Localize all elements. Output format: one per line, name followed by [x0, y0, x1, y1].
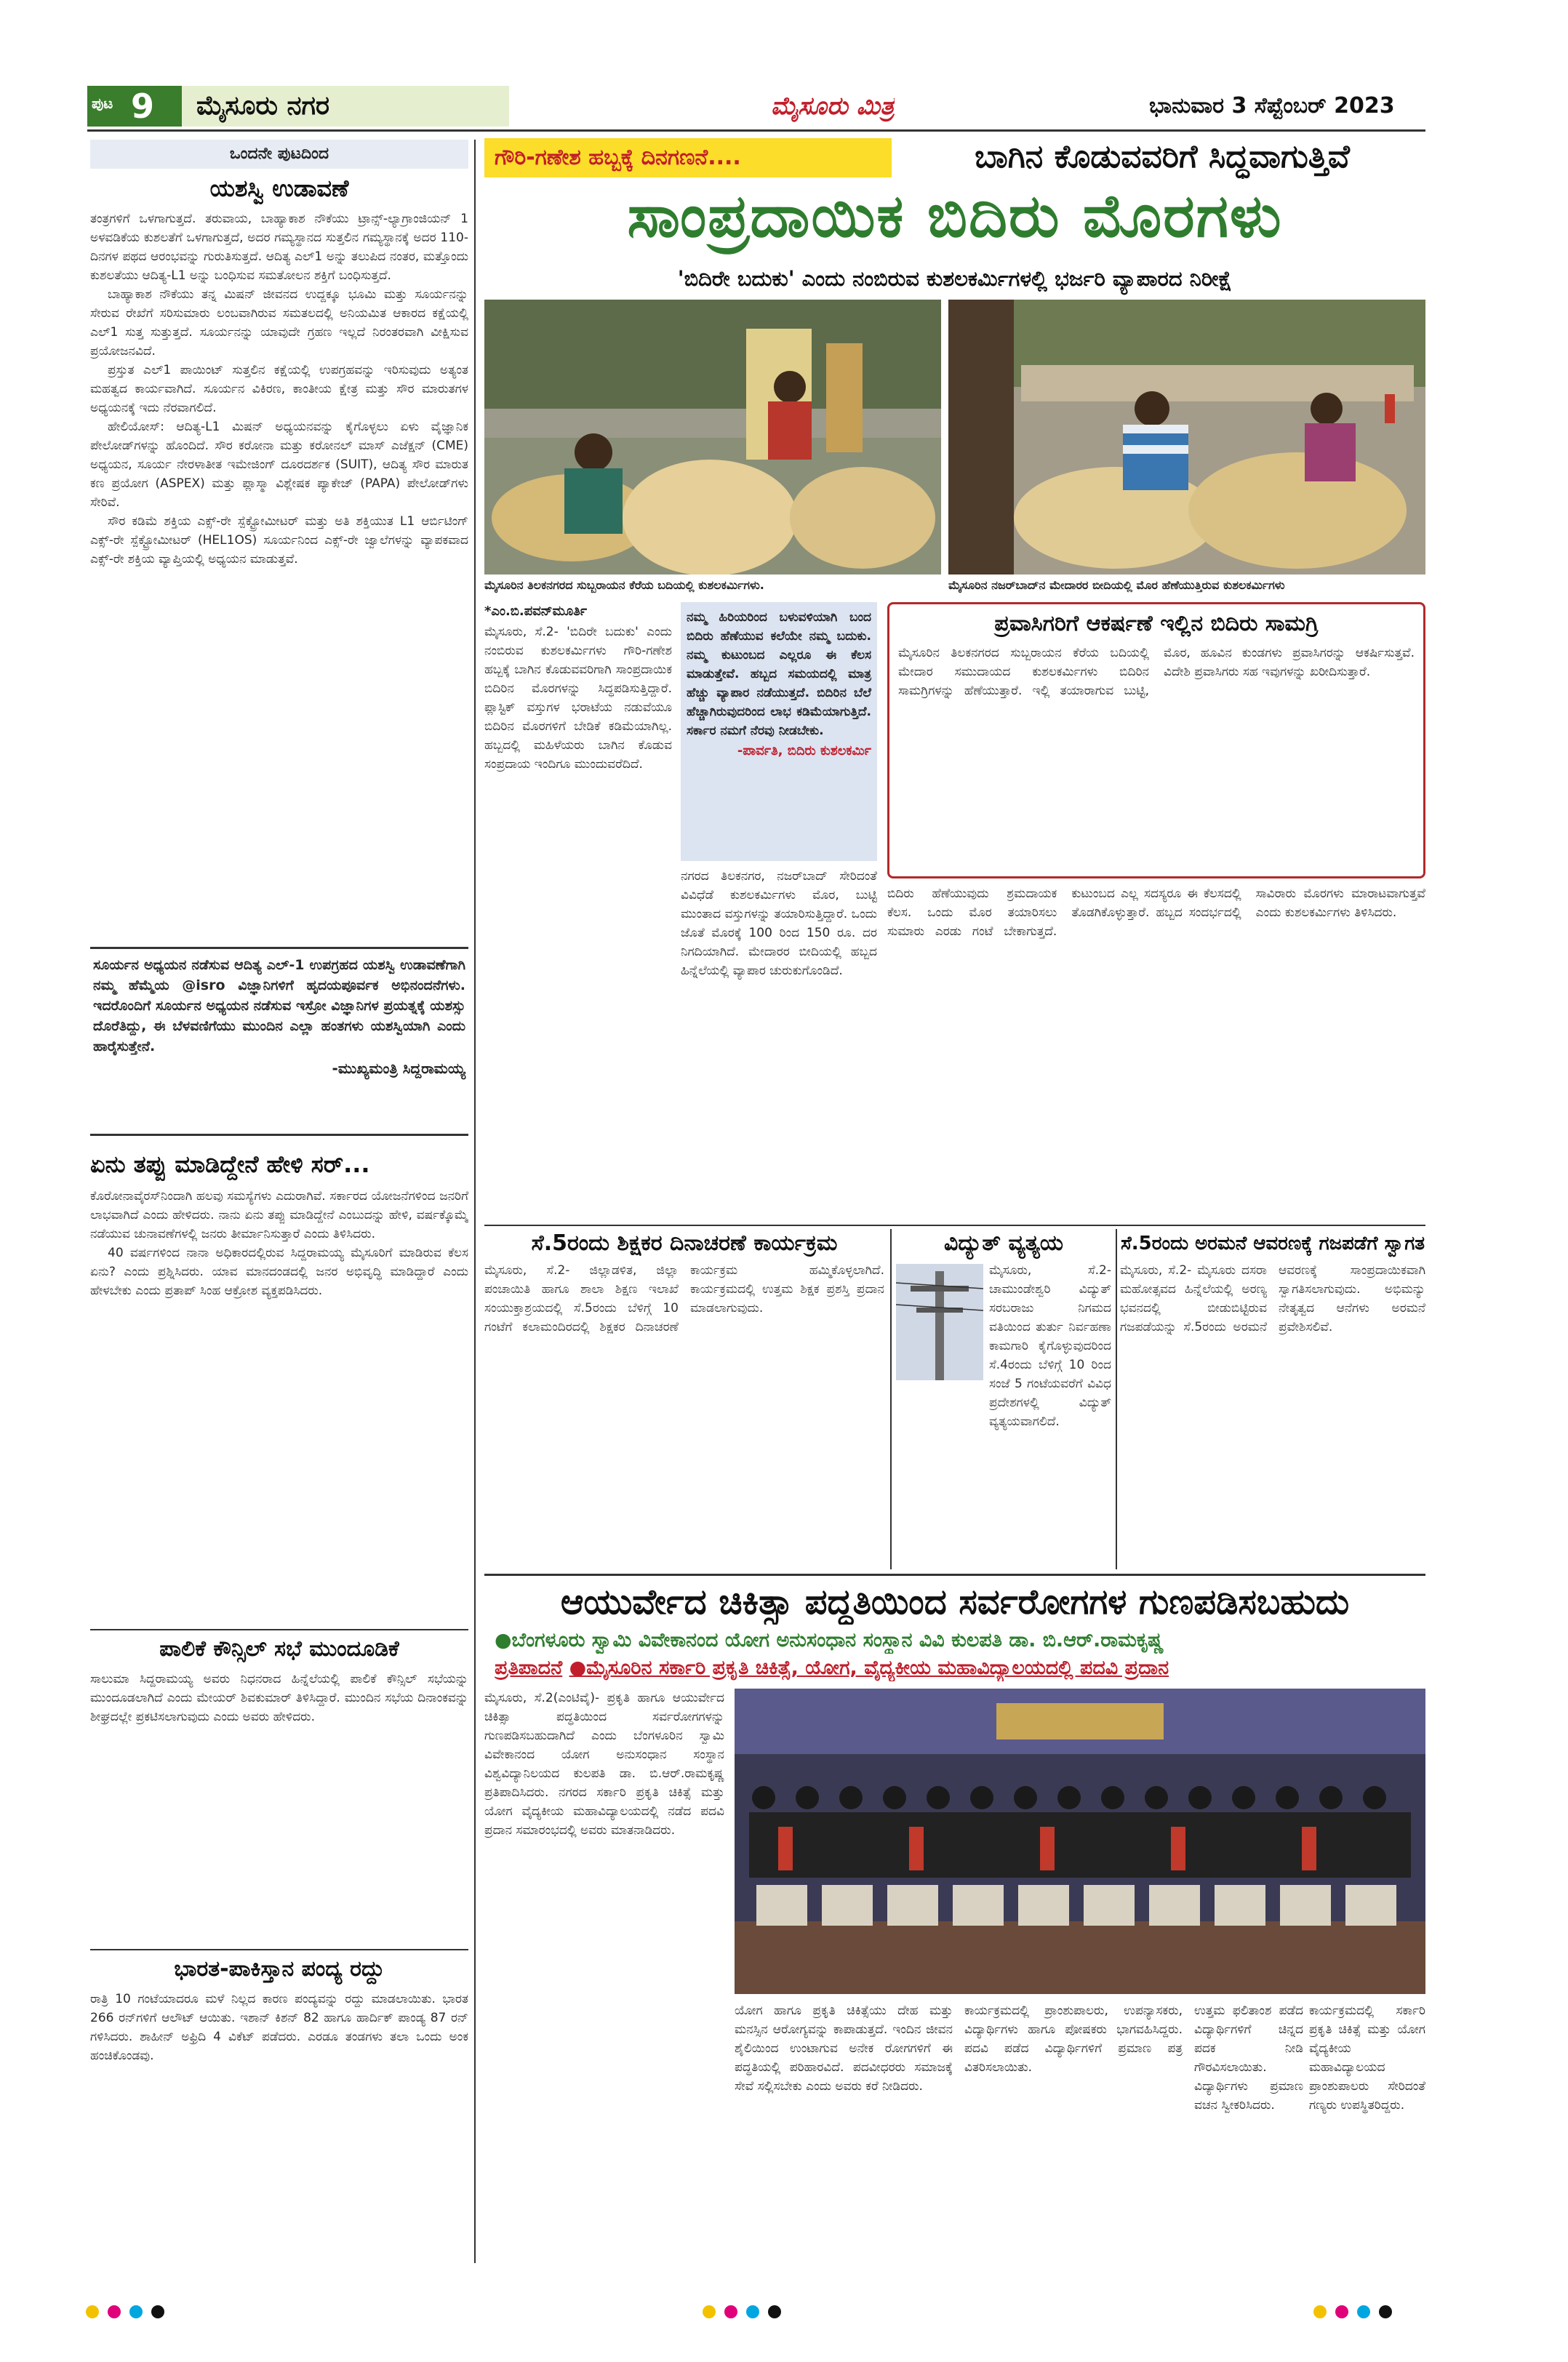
- ayurveda-sub-2: [495, 1655, 1425, 1681]
- article-question-title: ಏನು ತಪ್ಪು ಮಾಡಿದ್ದೇನೆ ಹೇಳಿ ಸರ್...: [90, 1150, 370, 1178]
- cm-quote-author: -ಮುಖ್ಯಮಂತ್ರಿ ಸಿದ್ದರಾಮಯ್ಯ: [332, 1060, 465, 1077]
- article-cricket-title: ಭಾರತ-ಪಾಕಿಸ್ತಾನ ಪಂದ್ಯ ರದ್ದು: [174, 1956, 385, 1982]
- left-column-divider: [474, 140, 476, 2263]
- page-number: 9: [131, 87, 155, 126]
- bamboo-photo-left: [484, 300, 941, 575]
- power-cut-text: ಮೈಸೂರು, ಸೆ.2- ಚಾಮುಂಡೇಶ್ವರಿ ವಿದ್ಯುತ್ ಸರಬರಾಜು ನಿಗಮದ ವತಿಯಿಂದ ತುರ್ತು ನಿರ್ವಹಣಾ ಕಾಮಗಾರಿ ಕೈಗೊಳ್ಳುವುದರಿಂದ ಸೆ.4ರಂದು ಬೆಳಿಗ್ಗೆ 10 ರಿಂದ ಸಂಜೆ 5 ಗಂಟೆಯವರೆಗೆ ವಿವಿಧ ಪ್ರದೇಶಗಳಲ್ಲಿ ವಿದ್ಯುತ್ ವ್ಯತ್ಯಯವಾಗಲಿದೆ.: [989, 1263, 1111, 1429]
- teachers-day-section: [484, 1229, 884, 1569]
- header-bar: [87, 86, 1425, 127]
- elephant-welcome-text: ಮೈಸೂರು, ಸೆ.2- ಮೈಸೂರು ದಸರಾ ಮಹೋತ್ಸವದ ಹಿನ್ನೆಲೆಯಲ್ಲಿ ಅರಣ್ಯ ಭವನದಲ್ಲಿ ಬೀಡುಬಿಟ್ಟಿರುವ ಗಜಪಡೆಯನ್ನು ಸೆ.5ರಂದು ಅರಮನೆ ಆವರಣಕ್ಕೆ ಸಾಂಪ್ರದಾಯಿಕವಾಗಿ ಸ್ವಾಗತಿಸಲಾಗುವುದು. ಅಭಿಮನ್ಯು ನೇತೃತ್ವದ ಆನೆಗಳು ಅರಮನೆ ಪ್ರವೇಶಿಸಲಿವೆ.: [1120, 1263, 1425, 1334]
- bamboo-photo-right: [948, 300, 1425, 575]
- article-cricket-body: ರಾತ್ರಿ 10 ಗಂಟೆಯಾದರೂ ಮಳೆ ನಿಲ್ಲದ ಕಾರಣ ಪಂದ್ಯವನ್ನು ರದ್ದು ಮಾಡಲಾಯಿತು. ಭಾರತ 266 ರನ್‌ಗಳಿಗೆ ಆಲೌಟ್ ಆಯಿತು. ಇಶಾನ್ ಕಿಶನ್ 82 ಹಾಗೂ ಹಾರ್ದಿಕ್ ಪಾಂಡ್ಯ 87 ರನ್ ಗಳಿಸಿದರು. ಶಾಹೀನ್ ಅಫ್ರಿದಿ 4 ವಿಕೆಟ್ ಪಡೆದರು. ಎರಡೂ ತಂಡಗಳು ತಲಾ ಒಂದು ಅಂಕ ಹಂಚಿಕೊಂಡವು.: [90, 1992, 468, 2063]
- left-divider-2: [90, 1949, 468, 1950]
- ayurveda-headline: ಆಯುರ್ವೇದ ಚಿಕಿತ್ಸಾ ಪದ್ಧತಿಯಿಂದ ಸರ್ವರೋಗಗಳ ಗುಣಪಡಿಸಬಹುದು: [560, 1582, 1350, 1622]
- left-divider-1: [90, 1629, 468, 1630]
- tourist-box: [887, 602, 1425, 878]
- bamboo-kicker-box: [484, 138, 892, 177]
- artisan-quote-text: ನಮ್ಮ ಹಿರಿಯರಿಂದ ಬಳುವಳಿಯಾಗಿ ಬಂದ ಬಿದಿರು ಹೆಣೆಯುವ ಕಲೆಯೇ ನಮ್ಮ ಬದುಕು. ನಮ್ಮ ಕುಟುಂಬದ ಎಲ್ಲರೂ ಈ ಕೆಲಸ ಮಾಡುತ್ತೇವೆ. ಹಬ್ಬದ ಸಮಯದಲ್ಲಿ ಮಾತ್ರ ಹೆಚ್ಚು ವ್ಯಾಪಾರ ನಡೆಯುತ್ತದೆ. ಬಿದಿರಿನ ಬೆಲೆ ಹೆಚ್ಚಾಗಿರುವುದರಿಂದ ಲಾಭ ಕಡಿಮೆಯಾಗುತ್ತಿದೆ. ಸರ್ಕಾರ ನಮಗೆ ನೆರವು ನೀಡಬೇಕು.: [687, 610, 871, 738]
- page-prefix: ಪುಟ: [92, 95, 113, 112]
- electric-pole-icon: [896, 1264, 983, 1380]
- bamboo-subhead: ಬಾಗಿನ ಕೊಡುವವರಿಗೆ ಸಿದ್ಧವಾಗುತ್ತಿವೆ: [975, 138, 1350, 175]
- isro-para-3: ಪ್ರಸ್ತುತ ಎಲ್1 ಪಾಯಿಂಟ್ ಸುತ್ತಲಿನ ಕಕ್ಷೆಯಲ್ಲಿ ಉಪಗ್ರಹವನ್ನು ಇರಿಸುವುದು ಅತ್ಯಂತ ಮಹತ್ವದ ಕಾರ್ಯವಾಗಿದೆ. ಸೂರ್ಯನ ವಿಕಿರಣ, ಕಾಂತೀಯ ಕ್ಷೇತ್ರ ಮತ್ತು ಸೌರ ಮಾರುತಗಳ ಅಧ್ಯಯನಕ್ಕೆ ಇದು ನೆರವಾಗಲಿದೆ.: [90, 363, 468, 415]
- print-registration-dots-right: [1309, 2305, 1455, 2327]
- bamboo-caption-right: ಮೈಸೂರಿನ ನಜರ್‌ಬಾದ್‌ನ ಮೇದಾರರ ಬೀದಿಯಲ್ಲಿ ಮೊರ ಹೆಣೆಯುತ್ತಿರುವ ಕುಶಲಕರ್ಮಿಗಳು: [948, 578, 1285, 592]
- left-column: [90, 140, 468, 2263]
- ayurveda-col3: ಕಾರ್ಯಕ್ರಮದಲ್ಲಿ ಪ್ರಾಂಶುಪಾಲರು, ಉಪನ್ಯಾಸಕರು, ವಿದ್ಯಾರ್ಥಿಗಳು ಹಾಗೂ ಪೋಷಕರು ಭಾಗವಹಿಸಿದ್ದರು. ಪದವಿ ಪಡೆದ ವಿದ್ಯಾರ್ಥಿಗಳಿಗೆ ಪ್ರಮಾಣ ಪತ್ರ ವಿತರಿಸಲಾಯಿತು.: [964, 2003, 1183, 2075]
- article-council-body: ಸಾಲುಮಾ ಸಿದ್ದರಾಮಯ್ಯ ಅವರು ನಿಧನರಾದ ಹಿನ್ನೆಲೆಯಲ್ಲಿ ಪಾಲಿಕೆ ಕೌನ್ಸಿಲ್ ಸಭೆಯನ್ನು ಮುಂದೂಡಲಾಗಿದೆ ಎಂದು ಮೇಯರ್ ಶಿವಕುಮಾರ್ ತಿಳಿಸಿದ್ದಾರೆ. ಮುಂದಿನ ಸಭೆಯ ದಿನಾಂಕವನ್ನು ಶೀಘ್ರದಲ್ಲೇ ಪ್ರಕಟಿಸಲಾಗುವುದು ಎಂದು ಅವರು ಹೇಳಿದರು.: [90, 1672, 468, 1724]
- bamboo-body-col2: ನಗರದ ತಿಲಕನಗರ, ನಜರ್‌ಬಾದ್ ಸೇರಿದಂತೆ ವಿವಿಧೆಡೆ ಕುಶಲಕರ್ಮಿಗಳು ಮೊರ, ಬುಟ್ಟಿ ಮುಂತಾದ ವಸ್ತುಗಳನ್ನು ತಯಾರಿಸುತ್ತಿದ್ದಾರೆ. ಒಂದು ಜೊತೆ ಮೊರಕ್ಕೆ 100 ರಿಂದ 150 ರೂ. ದರ ನಿಗದಿಯಾಗಿದೆ. ಮೇದಾರರ ಬೀದಿಯಲ್ಲಿ ಹಬ್ಬದ ಹಿನ್ನೆಲೆಯಲ್ಲಿ ವ್ಯಾಪಾರ ಚುರುಕುಗೊಂಡಿದೆ.: [681, 869, 877, 978]
- tourist-box-text: ಮೈಸೂರಿನ ತಿಲಕನಗರದ ಸುಬ್ಬರಾಯನ ಕೆರೆಯ ಬದಿಯಲ್ಲಿ ಮೇದಾರ ಸಮುದಾಯದ ಕುಶಲಕರ್ಮಿಗಳು ಬಿದಿರಿನ ಸಾಮಗ್ರಿಗಳನ್ನು ಹೆಣೆಯುತ್ತಾರೆ. ಇಲ್ಲಿ ತಯಾರಾಗುವ ಬುಟ್ಟಿ, ಮೊರ, ಹೂವಿನ ಕುಂಡಗಳು ಪ್ರವಾಸಿಗರನ್ನು ಆಕರ್ಷಿಸುತ್ತವೆ. ವಿದೇಶಿ ಪ್ರವಾಸಿಗರು ಸಹ ಇವುಗಳನ್ನು ಖರೀದಿಸುತ್ತಾರೆ.: [898, 646, 1415, 698]
- masthead-logo: ಮೈಸೂರು ಮಿತ್ರ: [771, 92, 895, 121]
- bamboo-deck: 'ಬಿದಿರೇ ಬದುಕು' ಎಂದು ನಂಬಿರುವ ಕುಶಲಕರ್ಮಿಗಳಲ್ಲಿ ಭರ್ಜರಿ ವ್ಯಾಪಾರದ ನಿರೀಕ್ಷೆ: [677, 266, 1233, 291]
- isro-para-1: ತಂತ್ರಗಳಿಗೆ ಒಳಗಾಗುತ್ತದೆ. ತರುವಾಯ, ಬಾಹ್ಯಾಕಾಶ ನೌಕೆಯು ಟ್ರಾನ್ಸ್-ಲ್ಯಾಗ್ರಾಂಜಿಯನ್ 1 ಅಳವಡಿಕೆಯ ಕುಶಲತೆಗೆ ಒಳಗಾಗುತ್ತದೆ, ಅದರ ಗಮ್ಯಸ್ಥಾನದ ಸುತ್ತಲಿನ ಗಮ್ಯಸ್ಥಾನಕ್ಕೆ ಅದರ 110-ದಿನಗಳ ಪಥದ ಆರಂಭವನ್ನು ಗುರುತಿಸುತ್ತದೆ. ಆದಿತ್ಯ ಎಲ್1 ಅನ್ನು ತಲುಪಿದ ನಂತರ, ಮತ್ತೊಂದು ಕುಶಲತೆಯು ಆದಿತ್ಯ-L1 ಅನ್ನು ಬಂಧಿಸುವ ಸಮತೋಲನ ಶಕ್ತಿಗೆ ಬಂಧಿಸುತ್ತದೆ.: [90, 212, 468, 283]
- bamboo-kicker: ಗೌರಿ-ಗಣೇಶ ಹಬ್ಬಕ್ಕೆ ದಿನಗಣನೆ....: [495, 145, 741, 170]
- teachers-day-text: ಮೈಸೂರು, ಸೆ.2- ಜಿಲ್ಲಾಡಳಿತ, ಜಿಲ್ಲಾ ಪಂಚಾಯಿತಿ ಹಾಗೂ ಶಾಲಾ ಶಿಕ್ಷಣ ಇಲಾಖೆ ಸಂಯುಕ್ತಾಶ್ರಯದಲ್ಲಿ ಸೆ.5ರಂದು ಬೆಳಿಗ್ಗೆ 10 ಗಂಟೆಗೆ ಕಲಾಮಂದಿರದಲ್ಲಿ ಶಿಕ್ಷಕರ ದಿನಾಚರಣೆ ಕಾರ್ಯಕ್ರಮ ಹಮ್ಮಿಕೊಳ್ಳಲಾಗಿದೆ. ಕಾರ್ಯಕ್ರಮದಲ್ಲಿ ಉತ್ತಮ ಶಿಕ್ಷಕ ಪ್ರಶಸ್ತಿ ಪ್ರದಾನ ಮಾಡಲಾಗುವುದು.: [484, 1263, 884, 1334]
- article-isro-title: ಯಶಸ್ವಿ ಉಡಾವಣೆ: [209, 175, 349, 202]
- ayurveda-col1: ಮೈಸೂರು, ಸೆ.2(ಎಂಟಿವೈ)- ಪ್ರಕೃತಿ ಹಾಗೂ ಆಯುರ್ವೇದ ಚಿಕಿತ್ಸಾ ಪದ್ಧತಿಯಿಂದ ಸರ್ವರೋಗಗಳನ್ನು ಗುಣಪಡಿಸಬಹುದಾಗಿದೆ ಎಂದು ಬೆಂಗಳೂರಿನ ಸ್ವಾಮಿ ವಿವೇಕಾನಂದ ಯೋಗ ಅನುಸಂಧಾನ ಸಂಸ್ಥಾನ ವಿಶ್ವವಿದ್ಯಾನಿಲಯದ ಕುಲಪತಿ ಡಾ. ಬಿ.ಆರ್.ರಾಮಕೃಷ್ಣ ಪ್ರತಿಪಾದಿಸಿದರು. ನಗರದ ಸರ್ಕಾರಿ ಪ್ರಕೃತಿ ಚಿಕಿತ್ಸೆ ಮತ್ತು ಯೋಗ ವೈದ್ಯಕೀಯ ಮಹಾವಿದ್ಯಾಲಯದಲ್ಲಿ ನಡೆದ ಪದವಿ ಪ್ರದಾನ ಸಮಾರಂಭದಲ್ಲಿ ಅವರು ಮಾತನಾಡಿದರು.: [484, 1691, 724, 1838]
- tourist-box-title: ಪ್ರವಾಸಿಗರಿಗೆ ಆಕರ್ಷಣೆ ಇಲ್ಲಿನ ಬಿದಿರು ಸಾಮಗ್ರಿ: [994, 611, 1319, 636]
- article-council-title: ಪಾಲಿಕೆ ಕೌನ್ಸಿಲ್ ಸಭೆ ಮುಂದೂಡಿಕೆ: [159, 1636, 399, 1662]
- cm-quote-text: ಸೂರ್ಯನ ಅಧ್ಯಯನ ನಡೆಸುವ ಆದಿತ್ಯ ಎಲ್-1 ಉಪಗ್ರಹದ ಯಶಸ್ವಿ ಉಡಾವಣೆಗಾಗಿ ನಮ್ಮ ಹೆಮ್ಮೆಯ @isro ವಿಜ್ಞಾನಿಗಳಿಗೆ ಹೃದಯಪೂರ್ವಕ ಅಭಿನಂದನೆಗಳು. ಇದರೊಂದಿಗೆ ಸೂರ್ಯನ ಅಧ್ಯಯನ ನಡೆಸುವ ಇಸ್ರೋ ವಿಜ್ಞಾನಿಗಳ ಪ್ರಯತ್ನಕ್ಕೆ ಯಶಸ್ಸು ದೊರೆತಿದ್ದು, ಈ ಬೆಳವಣಿಗೆಯು ಮುಂದಿನ ಎಲ್ಲಾ ಹಂತಗಳು ಯಶಸ್ವಿಯಾಗಿ ಎಂದು ಹಾರೈಸುತ್ತೇನೆ.: [93, 957, 465, 1054]
- isro-para-5: ಸೌರ ಕಡಿಮೆ ಶಕ್ತಿಯ ಎಕ್ಸ್-ರೇ ಸ್ಪೆಕ್ಟ್ರೋಮೀಟರ್ ಮತ್ತು ಅತಿ ಶಕ್ತಿಯುತ L1 ಆರ್ಬಿಟಿಂಗ್ ಎಕ್ಸ್-ರೇ ಸ್ಪೆಕ್ಟ್ರೋಮೀಟರ್ (HEL1OS) ಸೂರ್ಯನಿಂದ ಎಕ್ಸ್-ರೇ ಜ್ವಾಲೆಗಳನ್ನು ವ್ಯಾಪಕವಾದ ಎಕ್ಸ್-ರೇ ಶಕ್ತಿಯ ವ್ಯಾಪ್ತಿಯಲ್ಲಿ ಅಧ್ಯಯನ ಮಾಡುತ್ತವೆ.: [90, 514, 468, 567]
- bamboo-caption-left: ಮೈಸೂರಿನ ತಿಲಕನಗರದ ಸುಬ್ಬರಾಯನ ಕೆರೆಯ ಬದಿಯಲ್ಲಿ ಕುಶಲಕರ್ಮಿಗಳು.: [484, 578, 764, 592]
- mid-col-divider-1: [890, 1229, 892, 1569]
- elephant-welcome-section: [1120, 1229, 1425, 1569]
- bamboo-body-col3: ಬಿದಿರು ಹೆಣೆಯುವುದು ಶ್ರಮದಾಯಕ ಕೆಲಸ. ಒಂದು ಮೊರ ತಯಾರಿಸಲು ಸುಮಾರು ಎರಡು ಗಂಟೆ ಬೇಕಾಗುತ್ತದೆ. ಕುಟುಂಬದ ಎಲ್ಲ ಸದಸ್ಯರೂ ಈ ಕೆಲಸದಲ್ಲಿ ತೊಡಗಿಕೊಳ್ಳುತ್ತಾರೆ. ಹಬ್ಬದ ಸಂದರ್ಭದಲ್ಲಿ ಸಾವಿರಾರು ಮೊರಗಳು ಮಾರಾಟವಾಗುತ್ತವೆ ಎಂದು ಕುಶಲಕರ್ಮಿಗಳು ತಿಳಿಸಿದರು.: [887, 886, 1425, 939]
- bamboo-headline: ಸಾಂಪ್ರದಾಯಿಕ ಬಿದಿರು ಮೊರಗಳು: [627, 182, 1283, 251]
- issue-date: ಭಾನುವಾರ 3 ಸೆಪ್ಟೆಂಬರ್ 2023: [1149, 93, 1395, 119]
- bamboo-body-col1: ಮೈಸೂರು, ಸೆ.2- 'ಬಿದಿರೇ ಬದುಕು' ಎಂದು ನಂಬಿರುವ ಕುಶಲಕರ್ಮಿಗಳು ಗೌರಿ-ಗಣೇಶ ಹಬ್ಬಕ್ಕೆ ಬಾಗಿನ ಕೊಡುವವರಿಗಾಗಿ ಸಾಂಪ್ರದಾಯಿಕ ಬಿದಿರಿನ ಮೊರಗಳನ್ನು ಸಿದ್ಧಪಡಿಸುತ್ತಿದ್ದಾರೆ. ಪ್ಲಾಸ್ಟಿಕ್ ವಸ್ತುಗಳ ಭರಾಟೆಯ ನಡುವೆಯೂ ಬಿದಿರಿನ ಮೊರಗಳಿಗೆ ಬೇಡಿಕೆ ಕಡಿಮೆಯಾಗಿಲ್ಲ. ಹಬ್ಬದಲ್ಲಿ ಮಹಿಳೆಯರು ಬಾಗಿನ ಕೊಡುವ ಸಂಪ್ರದಾಯ ಇಂದಿಗೂ ಮುಂದುವರೆದಿದೆ.: [484, 625, 672, 772]
- ayurveda-col5: ಕಾರ್ಯಕ್ರಮದಲ್ಲಿ ಸರ್ಕಾರಿ ಪ್ರಕೃತಿ ಚಿಕಿತ್ಸೆ ಮತ್ತು ಯೋಗ ವೈದ್ಯಕೀಯ ಮಹಾವಿದ್ಯಾಲಯದ ಪ್ರಾಂಶುಪಾಲರು ಸೇರಿದಂತೆ ಗಣ್ಯರು ಉಪಸ್ಥಿತರಿದ್ದರು.: [1309, 2003, 1425, 2113]
- isro-para-4: ಹೇಲಿಯೋಸ್: ಆದಿತ್ಯ-L1 ಮಿಷನ್ ಅಧ್ಯಯನವನ್ನು ಕೈಗೊಳ್ಳಲು ಏಳು ವೈಜ್ಞಾನಿಕ ಪೇಲೋಡ್‌ಗಳನ್ನು ಹೊಂದಿದೆ. ಸೌರ ಕರೋನಾ ಮತ್ತು ಕರೋನಲ್ ಮಾಸ್ ಎಜೆಕ್ಷನ್ (CME) ಅಧ್ಯಯನ, ಸೂರ್ಯ ನೇರಳಾತೀತ ಇಮೇಜಿಂಗ್ ದೂರದರ್ಶಕ (SUIT), ಆದಿತ್ಯ ಸೌರ ಮಾರುತ ಕಣ ಪ್ರಯೋಗ (ASPEX) ಮತ್ತು ಪ್ಲಾಸ್ಮಾ ವಿಶ್ಲೇಷಕ ಪ್ಯಾಕೇಜ್ (PAPA) ಪೇಲೋಡ್‌ಗಳು ಸೇರಿವೆ.: [90, 420, 468, 510]
- ayurveda-col2: ಯೋಗ ಹಾಗೂ ಪ್ರಕೃತಿ ಚಿಕಿತ್ಸೆಯು ದೇಹ ಮತ್ತು ಮನಸ್ಸಿನ ಆರೋಗ್ಯವನ್ನು ಕಾಪಾಡುತ್ತದೆ. ಇಂದಿನ ಜೀವನ ಶೈಲಿಯಿಂದ ಉಂಟಾಗುವ ಅನೇಕ ರೋಗಗಳಿಗೆ ಈ ಪದ್ಧತಿಯಲ್ಲಿ ಪರಿಹಾರವಿದೆ. ಪದವೀಧರರು ಸಮಾಜಕ್ಕೆ ಸೇವೆ ಸಲ್ಲಿಸಬೇಕು ಎಂದು ಅವರು ಕರೆ ನೀಡಿದರು.: [735, 2003, 953, 2094]
- teachers-day-title: ಸೆ.5ರಂದು ಶಿಕ್ಷಕರ ದಿನಾಚರಣೆ ಕಾರ್ಯಕ್ರಮ: [531, 1230, 838, 1256]
- print-registration-dots-center: [698, 2305, 844, 2327]
- ayurveda-sub-2b: ●ಮೈಸೂರಿನ ಸರ್ಕಾರಿ ಪ್ರಕೃತಿ ಚಿಕಿತ್ಸೆ, ಯೋಗ, ವೈದ್ಯಕೀಯ ಮಹಾವಿದ್ಯಾಲಯದಲ್ಲಿ ಪದವಿ ಪ್ರದಾನ: [569, 1657, 1169, 1679]
- article-question-body: [90, 1187, 468, 1623]
- graduation-photo: [735, 1689, 1425, 1994]
- cm-quote-box: [90, 947, 468, 1136]
- article-isro-body: [90, 209, 468, 937]
- header-divider: [87, 129, 1425, 132]
- power-cut-title: ವಿದ್ಯುತ್ ವ್ಯತ್ಯಯ: [943, 1230, 1064, 1256]
- artisan-quote-box: [681, 602, 877, 861]
- ayur-divider-top: [484, 1574, 1425, 1576]
- section-label: ಮೈಸೂರು ನಗರ: [196, 91, 330, 121]
- power-pole-image: [896, 1264, 983, 1380]
- question-para-2: 40 ವರ್ಷಗಳಿಂದ ನಾನಾ ಅಧಿಕಾರದಲ್ಲಿರುವ ಸಿದ್ದರಾಮಯ್ಯ ಮೈಸೂರಿಗೆ ಮಾಡಿರುವ ಕೆಲಸ ಏನು? ಎಂದು ಪ್ರಶ್ನಿಸಿದರು. ಯಾವ ಮಾನದಂಡದಲ್ಲಿ ಜನರ ಅಭಿವೃದ್ಧಿ ಮಾಡಿದ್ದಾರೆ ಎಂದು ಹೇಳಬೇಕು ಎಂದು ಪ್ರತಾಪ್ ಸಿಂಹ ಆಕ್ರೋಶ ವ್ಯಕ್ತಪಡಿಸಿದರು.: [90, 1246, 468, 1298]
- artisan-quote-author: -ಪಾರ್ವತಿ, ಬಿದಿರು ಕುಶಲಕರ್ಮಿ: [737, 743, 871, 758]
- question-para-1: ಕೊರೋನಾವೈರಸ್‌ನಿಂದಾಗಿ ಹಲವು ಸಮಸ್ಯೆಗಳು ಎದುರಾಗಿವೆ. ಸರ್ಕಾರದ ಯೋಜನೆಗಳಿಂದ ಜನರಿಗೆ ಲಾಭವಾಗಿದೆ ಎಂದು ಹೇಳಿದರು. ನಾನು ಏನು ತಪ್ಪು ಮಾಡಿದ್ದೇನೆ ಎಂಬುದನ್ನು ಹೇಳಿ, ವರ್ಷಕ್ಕೊಮ್ಮೆ ನಡೆಯುವ ಚುನಾವಣೆಗಳಲ್ಲಿ ಜನರು ತೀರ್ಮಾನಿಸುತ್ತಾರೆ ಎಂದು ತಿಳಿಸಿದರು.: [90, 1189, 468, 1241]
- mid-divider-top: [484, 1225, 1425, 1226]
- graduation-photo-image: [735, 1689, 1425, 1994]
- isro-para-2: ಬಾಹ್ಯಾಕಾಶ ನೌಕೆಯು ತನ್ನ ಮಿಷನ್ ಜೀವನದ ಉದ್ದಕ್ಕೂ ಭೂಮಿ ಮತ್ತು ಸೂರ್ಯನನ್ನು ಸೇರುವ ರೇಖೆಗೆ ಸರಿಸುಮಾರು ಲಂಬವಾಗಿರುವ ಸಮತಲದಲ್ಲಿ ಅನಿಯಮಿತ ಆಕಾರದ ಕಕ್ಷೆಯಲ್ಲಿ ಎಲ್1 ಸುತ್ತ ಸುತ್ತುತ್ತದೆ. ಸೂರ್ಯನನ್ನು ಯಾವುದೇ ಗ್ರಹಣ ಇಲ್ಲದೆ ನಿರಂತರವಾಗಿ ವೀಕ್ಷಿಸುವ ಪ್ರಯೋಜನವಿದೆ.: [90, 287, 468, 359]
- ayurveda-col4: ಉತ್ತಮ ಫಲಿತಾಂಶ ಪಡೆದ ವಿದ್ಯಾರ್ಥಿಗಳಿಗೆ ಚಿನ್ನದ ಪದಕ ನೀಡಿ ಗೌರವಿಸಲಾಯಿತು. ವಿದ್ಯಾರ್ಥಿಗಳು ಪ್ರಮಾಣ ವಚನ ಸ್ವೀಕರಿಸಿದರು.: [1194, 2003, 1303, 2113]
- continued-label: ಒಂದನೇ ಪುಟದಿಂದ: [229, 145, 329, 163]
- elephant-welcome-title: ಸೆ.5ರಂದು ಅರಮನೆ ಆವರಣಕ್ಕೆ ಗಜಪಡೆಗೆ ಸ್ವಾಗತ: [1120, 1233, 1425, 1254]
- ayurveda-sub-2a: ಪ್ರತಿಪಾದನೆ: [495, 1657, 563, 1679]
- ayurveda-sub-1: ●ಬೆಂಗಳೂರು ಸ್ವಾಮಿ ವಿವೇಕಾನಂದ ಯೋಗ ಅನುಸಂಧಾನ ಸಂಸ್ಥಾನ ವಿವಿ ಕುಲಪತಿ ಡಾ. ಬಿ.ಆರ್.ರಾಮಕೃಷ್ಣ: [495, 1629, 1164, 1652]
- bamboo-byline: *ಎಂ.ಬಿ.ಪವನ್‌ಮೂರ್ತಿ: [484, 604, 588, 619]
- print-registration-dots-left: [81, 2305, 227, 2327]
- power-cut-section: [896, 1229, 1111, 1569]
- bamboo-photo-right-image: [948, 300, 1425, 575]
- mid-col-divider-2: [1116, 1229, 1117, 1569]
- continued-banner: [90, 140, 468, 169]
- bamboo-photo-left-image: [484, 300, 941, 575]
